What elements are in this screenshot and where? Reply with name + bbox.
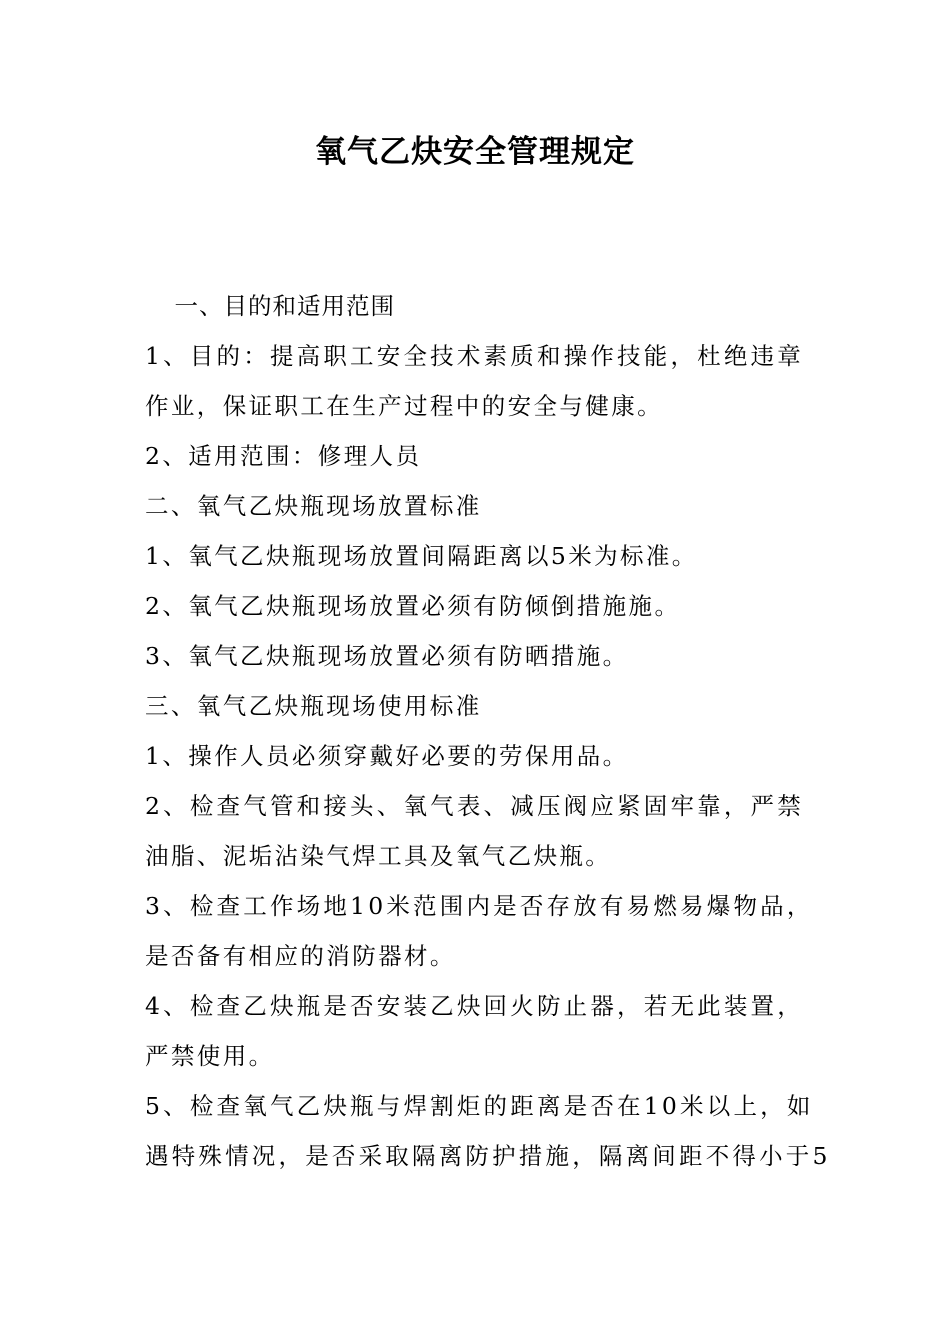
- section-heading-1: 一、目的和适用范围: [150, 292, 395, 320]
- paragraph-line: 4、检查乙炔瓶是否安装乙炔回火防止器，若无此装置，: [145, 992, 804, 1020]
- document-title: 氧气乙炔安全管理规定: [315, 134, 635, 170]
- paragraph-line: 2、氧气乙炔瓶现场放置必须有防倾倒措施施。: [145, 592, 681, 620]
- paragraph-line: 油脂、泥垢沾染气焊工具及氧气乙炔瓶。: [145, 842, 612, 870]
- paragraph-line: 遇特殊情况，是否采取隔离防护措施，隔离间距不得小于5: [145, 1142, 831, 1170]
- paragraph-line: 3、检查工作场地10米范围内是否存放有易燃易爆物品，: [145, 892, 814, 920]
- paragraph-line: 2、适用范围：修理人员: [145, 442, 422, 470]
- paragraph-line: 严禁使用。: [145, 1042, 275, 1070]
- section-heading-3: 三、氧气乙炔瓶现场使用标准: [145, 692, 482, 720]
- paragraph-line: 1、操作人员必须穿戴好必要的劳保用品。: [145, 742, 629, 770]
- paragraph-line: 5、检查氧气乙炔瓶与焊割炬的距离是否在10米以上，如: [145, 1092, 814, 1120]
- paragraph-line: 1、目的：提高职工安全技术素质和操作技能，杜绝违章: [145, 342, 804, 370]
- paragraph-line: 2、检查气管和接头、氧气表、减压阀应紧固牢靠，严禁: [145, 792, 804, 820]
- paragraph-line: 3、氧气乙炔瓶现场放置必须有防晒措施。: [145, 642, 629, 670]
- paragraph-line: 1、氧气乙炔瓶现场放置间隔距离以5米为标准。: [145, 542, 698, 570]
- paragraph-line: 作业，保证职工在生产过程中的安全与健康。: [145, 392, 663, 420]
- paragraph-line: 是否备有相应的消防器材。: [145, 942, 456, 970]
- section-heading-2: 二、氧气乙炔瓶现场放置标准: [145, 492, 482, 520]
